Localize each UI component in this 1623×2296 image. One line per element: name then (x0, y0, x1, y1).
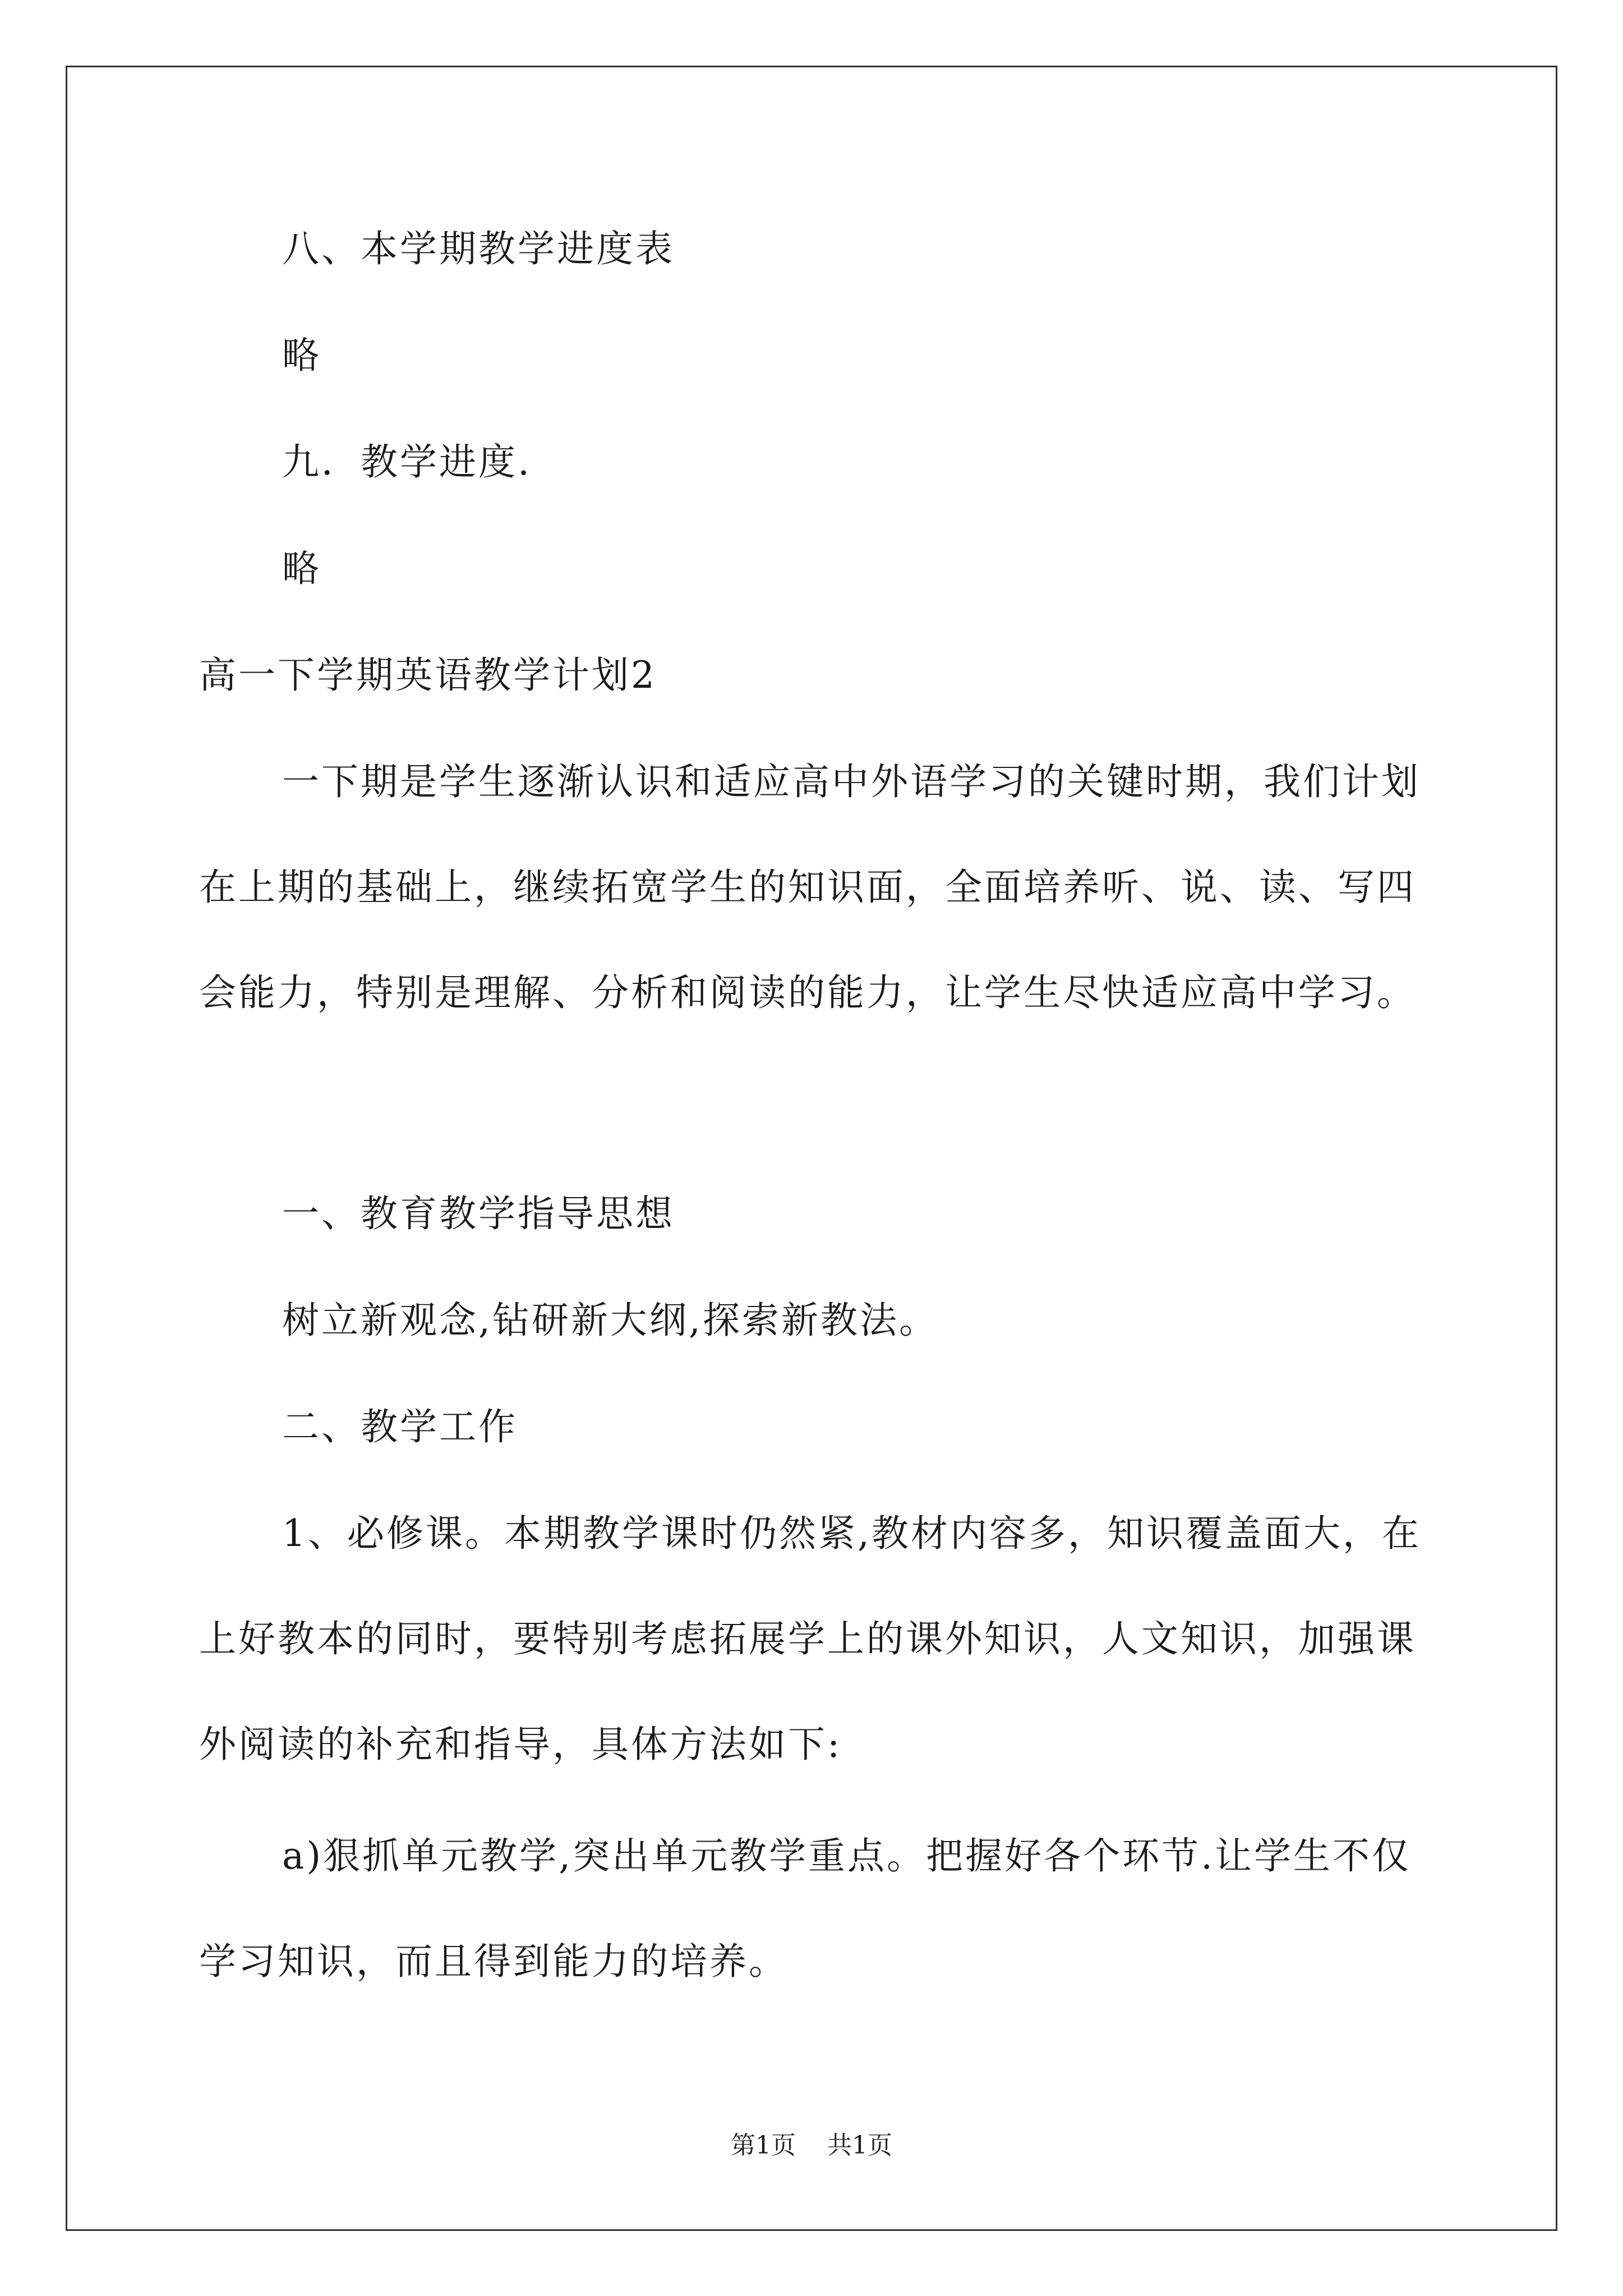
page-footer: 第1页 共1页 (731, 2131, 892, 2160)
omitted-text: 略 (282, 334, 321, 377)
ideology-text: 树立新观念,钻研新大纲,探索新教法。 (282, 1299, 938, 1342)
section-heading-teaching-progress: 九．教学进度. (282, 440, 532, 484)
section-heading-guiding-ideology: 一、教育教学指导思想 (282, 1192, 675, 1235)
intro-paragraph: 一下期是学生逐渐认识和适应高中外语学习的关键时期，我们计划在上期的基础上，继续拓宽学生的知识面，全面培养听、说、读、写四会能力，特别是理解、分析和阅读的能力，让学生尽快适应高中学习。 (199, 760, 1421, 1014)
omitted-text: 略 (282, 547, 321, 590)
required-course-paragraph: 1、必修课。本期教学课时仍然紧,教材内容多，知识覆盖面大，在上好教本的同时，要特别考虑拓展学上的课外知识，人文知识，加强课外阅读的补充和指导，具体方法如下: (199, 1512, 1421, 1766)
document-title: 高一下学期英语教学计划2 (199, 654, 657, 697)
section-heading-schedule-table: 八、本学期教学进度表 (282, 227, 675, 270)
unit-teaching-paragraph: a)狠抓单元教学,突出单元教学重点。把握好各个环节.让学生不仅学习知识，而且得到能力的培养。 (199, 1834, 1412, 1983)
section-heading-teaching-work: 二、教学工作 (282, 1405, 518, 1448)
